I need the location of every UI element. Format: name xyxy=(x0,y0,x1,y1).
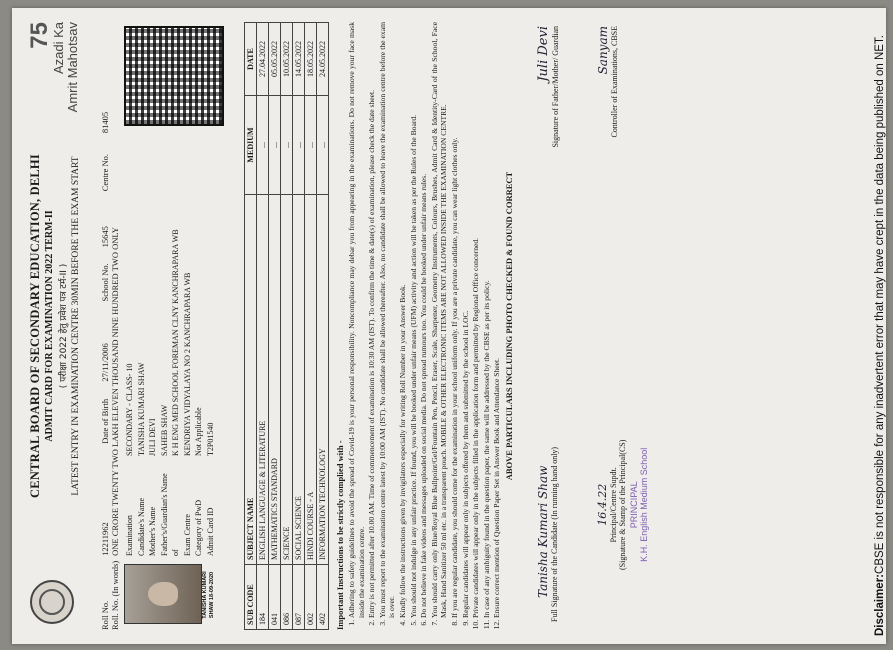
subject-row xyxy=(257,23,269,630)
candidate-signature-label: Full Signature of the Candidate (In running hand only) xyxy=(549,446,559,622)
roll-no-value: 12211962 xyxy=(100,522,110,556)
hindi-title: ( परीक्षा 2022 हेतु प्रवेश पत्र टर्म-II ) xyxy=(59,263,69,389)
subject-name-cell: INFORMATION TECHNOLOGY xyxy=(317,195,329,565)
subject-name-cell: HINDI COURSE - A xyxy=(305,195,317,565)
candidate-field-row xyxy=(170,229,182,556)
school-no-value: 15645 xyxy=(100,226,110,248)
sub-code-cell: 087 xyxy=(293,565,305,630)
date-cell: 18.05.2022 xyxy=(305,23,317,96)
field-value: K H ENG MED SCHOOL FOREMAN CLNY KANCHRAPARA WB xyxy=(171,229,180,456)
qr-code-icon xyxy=(124,26,224,126)
candidate-field-row xyxy=(193,229,205,556)
principal-signature: 16.4.22 xyxy=(595,483,609,526)
instruction-item: 12. Ensure correct mention of Question Paper Set in Answer Book and Attendance Sheet. xyxy=(492,22,502,618)
col-date: DATE xyxy=(245,23,257,96)
principal-signature-block xyxy=(596,440,649,570)
subjects-table xyxy=(244,22,329,630)
date-cell: 24.05.2022 xyxy=(317,23,329,96)
sub-code-cell: 002 xyxy=(305,565,317,630)
field-label: Admit Card ID xyxy=(205,507,215,556)
roll-no-label: Roll No. xyxy=(100,600,110,630)
candidate-signature-block xyxy=(536,447,559,622)
candidate-field-row xyxy=(124,229,136,556)
field-value: T2P01540 xyxy=(205,422,215,456)
subject-row xyxy=(269,23,281,630)
candidate-photo xyxy=(124,564,202,624)
photo-caption: TANISHA KUMARI SHAW 18-09-2020 xyxy=(202,571,215,619)
stamp-principal-text: PRINCIPAL xyxy=(628,481,639,529)
date-cell: 14.05.2022 xyxy=(293,23,305,96)
principal-label: Principal/Centre Supdt. xyxy=(608,467,618,543)
azadi-line2: Amrit Mahotsav xyxy=(65,22,80,113)
azadi-ka-amrit-mahotsav-logo xyxy=(28,22,80,122)
admit-card-document xyxy=(12,8,886,644)
instruction-item: 1. Adhering to safety guidelines to avoid the spread of Covid-19 is your personal responsibility. Noncompliance may debar you from appearing in the examinations. Do not remove your face mask inside the examination centre. xyxy=(347,22,366,618)
subject-row xyxy=(317,23,329,630)
particulars-checked-note: ABOVE PARTICULARS INCLUDING PHOTO CHECKED & FOUND CORRECT xyxy=(503,171,514,481)
candidate-field-row xyxy=(205,229,217,556)
medium-cell: ... xyxy=(281,96,293,195)
field-value: SECONDARY - CLASS- 10 xyxy=(125,363,134,456)
date-cell: 27.04.2022 xyxy=(257,23,269,96)
disclaimer xyxy=(874,8,886,644)
candidate-field-row xyxy=(147,229,159,556)
roll-row xyxy=(100,22,122,630)
instruction-item: 5. You should not indulge in any unfair practice. If found, you will be booked under unfair means (UFM) activity and action will be taken as per the Rules of the Board. xyxy=(409,22,419,618)
controller-label: Controller of Examinations, CBSE xyxy=(609,26,619,138)
field-value: JULI DEVI xyxy=(148,418,157,456)
field-label: Category of PwD xyxy=(194,500,203,556)
azadi-line1: Azadi Ka xyxy=(51,22,66,75)
disclaimer-label: Disclaimer: xyxy=(874,573,886,636)
subject-row xyxy=(281,23,293,630)
subject-name-cell: SCIENCE xyxy=(281,195,293,565)
field-value: Not Applicable xyxy=(194,407,203,456)
stamp-school-text: K.H. English Medium School xyxy=(638,447,649,562)
instruction-item: 11. In case of any ambiguity found in the question paper, the same will be addressed by the CBSE as per its policy. xyxy=(482,22,492,618)
centre-no-value: 81405 xyxy=(100,111,110,134)
instruction-item: 2. Entry is not permitted after 10.00 AM. Time of commencement of examination is 10:30 AM (IST). To confirm the time & date(s) of examination, please check the date sheet. xyxy=(367,22,377,618)
field-value: SAHEB SHAW xyxy=(159,404,169,456)
subject-row xyxy=(305,23,317,630)
guardian-signature: Juli Devi xyxy=(535,26,551,82)
disclaimer-text: CBSE is not responsible for any inadvertent error that may have crept in the data being published on NET. xyxy=(874,35,886,574)
field-label: Exam Centre xyxy=(182,514,192,556)
sub-code-cell: 086 xyxy=(281,565,293,630)
instruction-item: 9. Regular candidates will appear only in subjects offered by them and submitted by the school in LOC. xyxy=(461,22,471,618)
roll-words-label: Roll. No. (In words) xyxy=(110,560,120,630)
roll-words-value: ONE CRORE TWENTY TWO LAKH ELEVEN THOUSAND NINE HUNDRED TWO ONLY xyxy=(110,227,120,556)
medium-cell: ... xyxy=(305,96,317,195)
instructions-list xyxy=(347,22,502,630)
azadi-mark: 75 xyxy=(26,22,53,49)
candidate-field-row xyxy=(159,229,171,556)
centre-no-label: Centre No. xyxy=(100,153,110,192)
candidate-field-row xyxy=(182,229,194,556)
medium-cell: ... xyxy=(257,96,269,195)
field-value: KENDRIYA VIDYALAYA NO 2 KANCHRAPARA WB xyxy=(182,272,192,456)
col-medium: MEDIUM xyxy=(245,96,257,195)
field-value: TANISHA KUMARI SHAW xyxy=(136,362,146,456)
instruction-item: 7. You should carry only Blue/Royal Blue Ballpoint/Gel/Fountain Pen, Pencil, Eraser, Scale, Sharpener, Geometry Instruments, Colours, Brushes, Admit Card & Identity-Card of the School, Face Mask, Hand Sanitizer 50 ml etc. in a transparent pouch. MOBILE & OTHER ELECTRONIC ITEMS ARE NOT ALLOWED INSIDE THE EXAMINATION CENTRE. xyxy=(430,22,449,618)
medium-cell: ... xyxy=(293,96,305,195)
principal-stamp xyxy=(629,440,649,570)
field-label: Examination xyxy=(125,515,134,556)
medium-cell: ... xyxy=(269,96,281,195)
field-label: Father's/Guardian's Name xyxy=(159,473,169,556)
instruction-item: 3. You must report to the examination centre latest by 10:00 AM (IST). No candidate shall be allowed thereafter. Also, no candidate shall be allowed to leave the examination centre before the exam is over. xyxy=(378,22,397,618)
header xyxy=(28,22,98,630)
dob-label: Date of Birth xyxy=(100,398,110,444)
col-sub-code: SUB CODE xyxy=(245,565,257,630)
instruction-item: 10. Private candidates will appear only in the subjects filled in the application form and permitted by Regional Office concerned. xyxy=(471,22,481,618)
candidate-info xyxy=(124,22,242,630)
sub-code-cell: 184 xyxy=(257,565,269,630)
sub-code-cell: 402 xyxy=(317,565,329,630)
date-cell: 05.05.2022 xyxy=(269,23,281,96)
field-label: of xyxy=(171,549,180,556)
board-title: CENTRAL BOARD OF SECONDARY EDUCATION, DELHI xyxy=(28,154,42,498)
candidate-fields xyxy=(124,229,216,556)
instruction-item: 4. Kindly follow the instructions given by invigilators especially for writing Roll Number in your Answer Book. xyxy=(398,22,408,618)
col-subject-name: SUBJECT NAME xyxy=(245,195,257,565)
instruction-item: 6. Do not believe in fake videos and messages uploaded on social media. Do not spread rumours too. You could be booked under unfair means rules. xyxy=(419,22,429,618)
guardian-signature-block xyxy=(536,26,560,148)
principal-label-2: (Signature & Stamp of the Principal(CS) xyxy=(617,439,627,570)
subject-name-cell: ENGLISH LANGUAGE & LITERATURE xyxy=(257,195,269,565)
field-label: Candidate's Name xyxy=(136,497,146,556)
instruction-item: 8. If you are regular candidate, you should come for the examination in your school uniform only. If you are a private candidate, you can wear light clothes only. xyxy=(450,22,460,618)
sub-code-cell: 041 xyxy=(269,565,281,630)
date-cell: 10.05.2022 xyxy=(281,23,293,96)
latest-entry-note: LATEST ENTRY IN EXAMINATION CENTRE 30MIN BEFORE THE EXAM START xyxy=(71,156,81,496)
candidate-signature: Tanisha Kumari Shaw xyxy=(535,465,550,598)
instructions-heading: Important Instructions to be strictly complied with - xyxy=(335,440,345,630)
admit-card-paper xyxy=(12,8,886,644)
subject-row xyxy=(293,23,305,630)
field-label: Mother's Name xyxy=(148,506,157,556)
cbse-logo-icon xyxy=(30,580,74,624)
dob-value: 27/11/2006 xyxy=(100,343,110,382)
subject-name-cell: MATHEMATICS STANDARD xyxy=(269,195,281,565)
controller-signature-block xyxy=(596,26,619,138)
medium-cell: ... xyxy=(317,96,329,195)
admit-card-title: ADMIT CARD FOR EXAMINATION 2022 TERM-II xyxy=(44,210,55,442)
controller-signature: Sanyam xyxy=(595,26,610,75)
guardian-signature-label: Signature of Father/Mother/ Guardian xyxy=(550,26,560,148)
subject-name-cell: SOCIAL SCIENCE xyxy=(293,195,305,565)
signatures xyxy=(514,22,664,630)
school-no-label: School No. xyxy=(100,263,110,302)
subjects-header-row xyxy=(245,23,257,630)
candidate-field-row xyxy=(136,229,148,556)
